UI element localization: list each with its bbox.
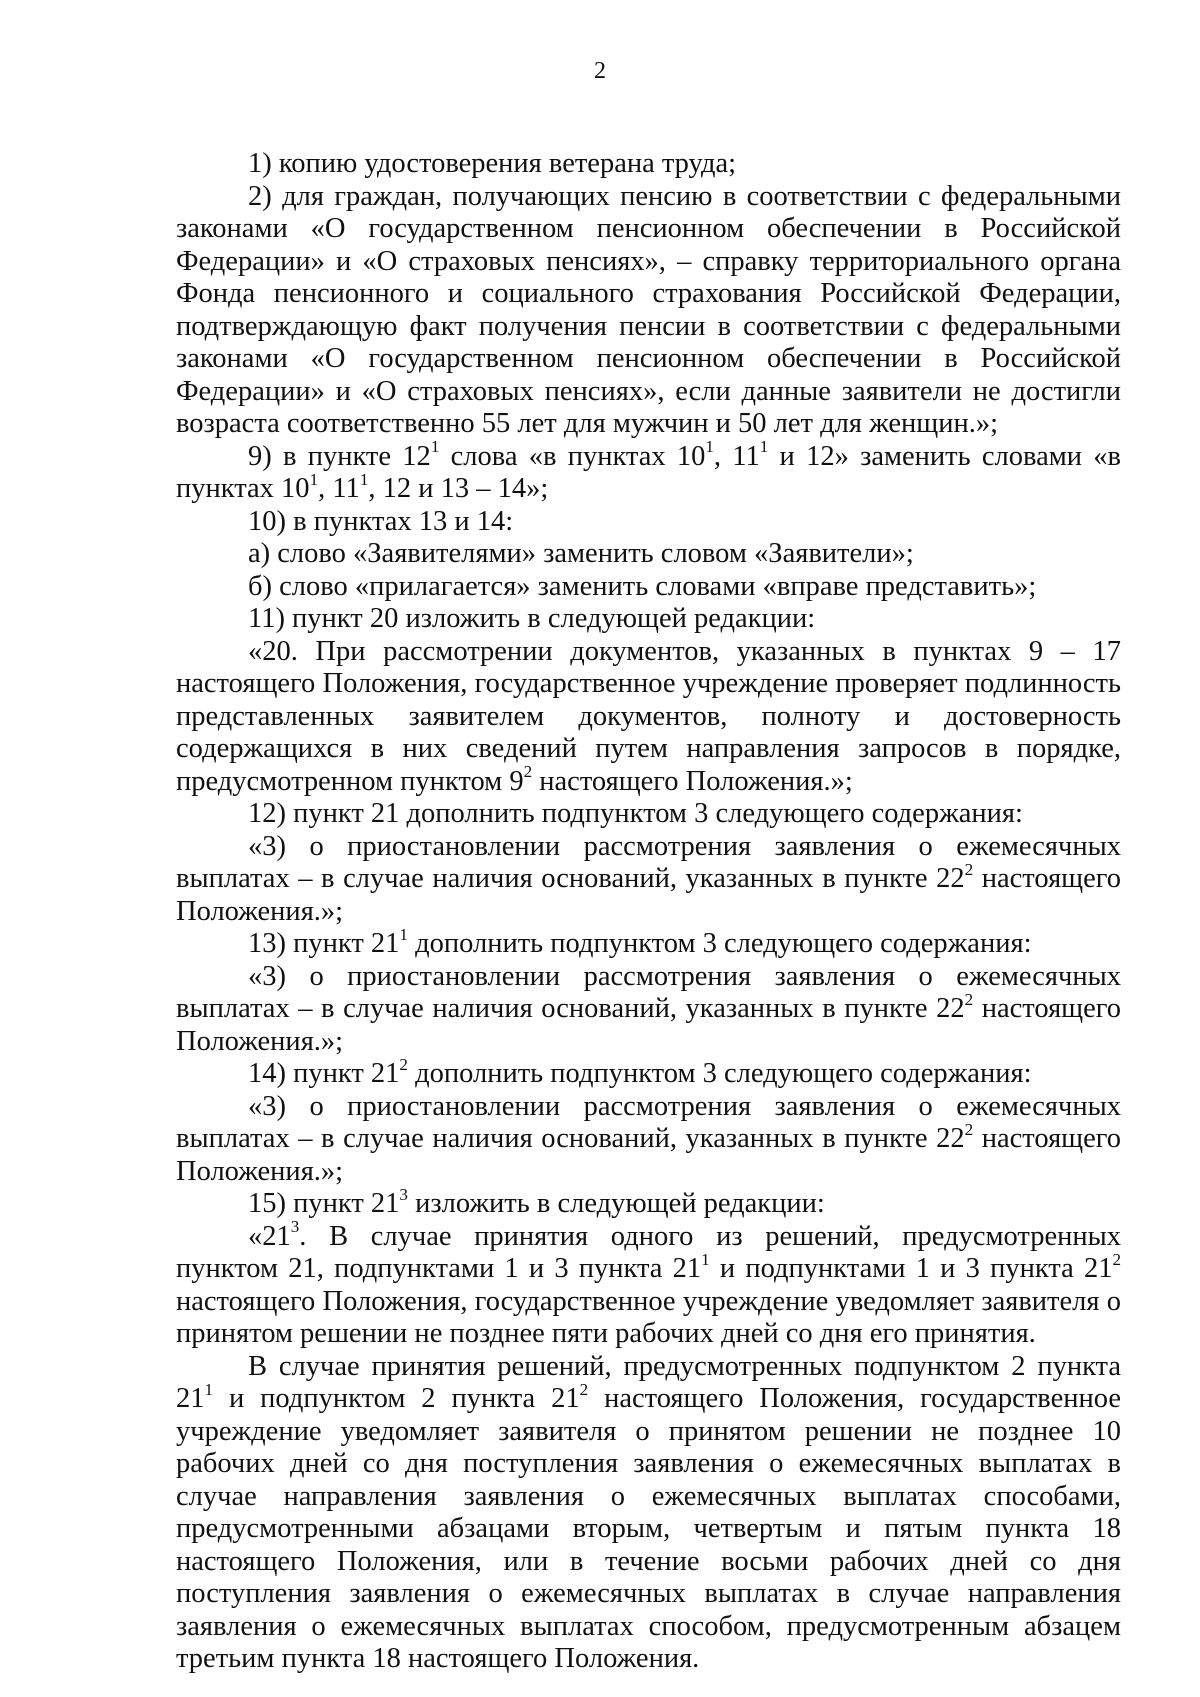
text-run: настоящего Положения.»;	[176, 863, 1121, 927]
superscript: 2	[964, 859, 974, 879]
text-run: «3) о приостановлении рассмотрения заявления о ежемесячных выплатах – в случае наличия оснований, указанных в пункте 22	[176, 960, 1121, 1024]
superscript: 1	[359, 469, 369, 489]
superscript: 2	[1112, 1249, 1122, 1269]
text-run: В случае принятия решений, предусмотренных подпунктом 2 пункта 21	[176, 1350, 1121, 1414]
text-run: «20. При рассмотрении документов, указанных в пунктах 9 – 17 настоящего Положения, государственное учреждение проверяет подлинность представленных заявителем документов, полноту и достоверность содержащихся в них сведений путем направления запросов в порядке, предусмотренном пунктом 9	[176, 635, 1121, 797]
text-run: настоящего Положения.»;	[176, 1123, 1121, 1187]
text-run: дополнить подпунктом 3 следующего содержания:	[407, 1058, 1032, 1089]
paragraph	[176, 798, 1121, 831]
text-run: 13) пункт 21	[248, 928, 400, 959]
document-body	[176, 148, 1121, 1676]
text-run: 2) для граждан, получающих пенсию в соответствии с федеральными законами «О государственном пенсионном обеспечении в Российской Федерации» и «О страховых пенсиях», – справку территориального органа Фонда пенсионного и социального страхования Российской Федерации, подтверждающую факт получения пенсии в соответствии с федеральными законами «О государственном пенсионном обеспечении в Российской Федерации» и «О страховых пенсиях», если данные заявители не достигли возраста соответственно 55 лет для мужчин и 50 лет для женщин.»;	[176, 180, 1121, 439]
text-run: и подпунктами 1 и 3 пункта 21	[709, 1253, 1113, 1284]
text-run: 11) пункт 20 изложить в следующей редакции:	[248, 603, 816, 634]
text-run: а) слово «Заявителями» заменить словом «Заявители»;	[248, 538, 914, 569]
text-run: б) слово «прилагается» заменить словами «вправе представить»;	[248, 570, 1037, 602]
text-run: 9) в пункте 12	[248, 440, 431, 472]
superscript: 1	[759, 437, 769, 457]
superscript: 2	[523, 762, 533, 782]
paragraph	[176, 1054, 1121, 1091]
paragraph	[176, 148, 1121, 181]
paragraph	[176, 1351, 1121, 1676]
text-run: , 11	[713, 440, 760, 472]
text-run: настоящего Положения, государственное учреждение уведомляет заявителя о принятом решении не позднее пяти рабочих дней со дня его принятия.	[176, 1285, 1121, 1349]
superscript: 1	[399, 924, 408, 944]
text-run: «21	[248, 1220, 291, 1252]
text-run: 10) в пунктах 13 и 14:	[248, 505, 514, 537]
paragraph	[176, 961, 1121, 1059]
paragraph	[176, 1184, 1121, 1221]
superscript: 2	[964, 989, 974, 1009]
superscript: 3	[290, 1217, 300, 1237]
text-run: 14) пункт 21	[248, 1058, 400, 1089]
superscript: 2	[964, 1119, 974, 1139]
superscript: 2	[579, 1379, 589, 1399]
superscript: 1	[430, 437, 440, 457]
superscript: 2	[399, 1054, 408, 1074]
paragraph	[176, 636, 1121, 799]
paragraph	[176, 506, 1121, 539]
page-number: 2	[594, 58, 606, 84]
text-run: 15) пункт 21	[248, 1188, 400, 1219]
text-run: настоящего Положения, государственное учреждение уведомляет заявителя о принятом решении не позднее 10 рабочих дней со дня поступления заявления о ежемесячных выплатах в случае направления заявления о ежемесячных выплатах способами, предусмотренными абзацами вторым, четвертым и пятым пункта 18 настоящего Положения, или в течение восьми рабочих дней со дня поступления заявления о ежемесячных выплатах в случае направления заявления о ежемесячных выплатах способом, предусмотренным абзацем третьим пункта 18 настоящего Положения.	[176, 1383, 1121, 1674]
text-run: «3) о приостановлении рассмотрения заявления о ежемесячных выплатах – в случае наличия оснований, указанных в пункте 22	[176, 830, 1121, 894]
paragraph	[176, 1091, 1121, 1189]
paragraph	[176, 437, 1121, 506]
text-run: слова «в пунктах 10	[439, 440, 706, 472]
paragraph	[176, 571, 1121, 604]
superscript: 1	[705, 437, 714, 457]
superscript: 1	[204, 1379, 214, 1399]
text-run: и подпунктом 2 пункта 21	[213, 1383, 580, 1414]
text-run: , 12 и 13 – 14»;	[368, 473, 549, 504]
text-run: 1) копию удостоверения ветерана труда;	[248, 148, 737, 179]
paragraph	[176, 831, 1121, 929]
paragraph	[176, 924, 1121, 961]
paragraph	[176, 1217, 1122, 1351]
paragraph	[176, 538, 1121, 571]
text-run: дополнить подпунктом 3 следующего содержания:	[407, 928, 1032, 959]
text-run: настоящего Положения.»;	[532, 765, 853, 797]
text-run: и 12» заменить словами «в пунктах 10	[176, 440, 1121, 504]
paragraph	[176, 603, 1121, 636]
text-run: 12) пункт 21 дополнить подпунктом 3 следующего содержания:	[248, 798, 1023, 829]
superscript: 1	[309, 469, 319, 489]
text-run: . В случае принятия одного из решений, предусмотренных пунктом 21, подпунктами 1 и 3 пункта 21	[176, 1220, 1121, 1284]
superscript: 1	[701, 1249, 710, 1269]
text-run: , 11	[318, 473, 360, 504]
superscript: 3	[399, 1184, 408, 1204]
text-run: «3) о приостановлении рассмотрения заявления о ежемесячных выплатах – в случае наличия оснований, указанных в пункте 22	[176, 1090, 1121, 1154]
text-run: изложить в следующей редакции:	[407, 1188, 825, 1219]
text-run: настоящего Положения.»;	[176, 993, 1121, 1057]
paragraph	[176, 181, 1121, 441]
